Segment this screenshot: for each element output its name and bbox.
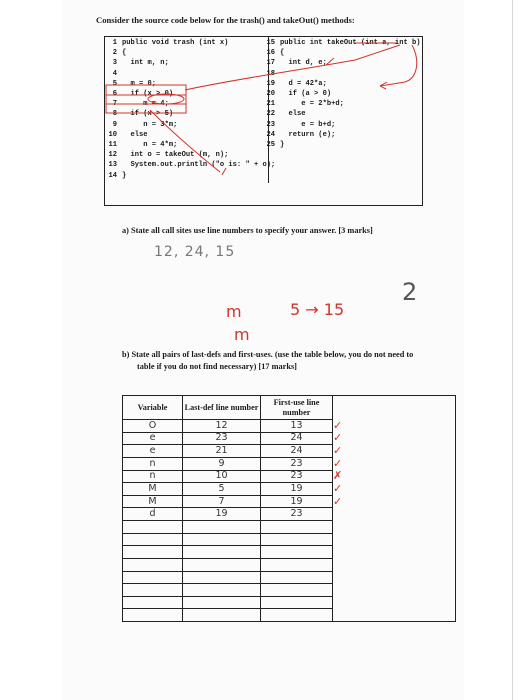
table-cell-first-use [261,533,333,546]
code-line-text: } [122,171,127,180]
table-cell-last-def: 19 [183,508,261,521]
code-line-text: int o = takeOut (m, n); [122,151,229,160]
table-row [123,445,456,458]
code-line-number: 21 [266,100,275,109]
table-cell-mark: ✗ [333,469,343,483]
code-line-number: 15 [266,39,275,47]
table-cell-first-use [261,596,333,609]
table-row [123,558,456,571]
code-line-text: if (a > 0) [280,90,332,98]
table-cell-last-def [183,558,261,571]
table-cell-last-def: 5 [183,483,261,496]
table-cell-mark: ✓ [333,456,343,470]
highlight-line-5 [106,85,186,95]
scribble-m-1: m [226,302,242,321]
code-line-text: else [122,130,148,139]
table-cell-variable [123,571,183,584]
code-line-number: 16 [266,49,275,58]
table-cell-last-def [183,546,261,559]
code-line-text: return (e); [280,130,336,139]
table-row [123,571,456,584]
code-line-number: 8 [112,110,117,119]
table-cell-first-use: 23 [261,470,333,483]
code-line-text: e = b+d; [280,120,336,129]
table-cell-variable [123,521,183,534]
table-cell-last-def: 9 [183,457,261,470]
code-line-number: 7 [112,100,117,109]
table-row [123,521,456,534]
table-cell-variable [123,533,183,546]
code-line-number: 12 [108,151,117,160]
table-cell-first-use: 23 [261,508,333,521]
code-line-text: m = 4; [122,100,169,109]
table-cell-first-use: 23 [261,457,333,470]
table-row [123,508,456,521]
table-cell-last-def [183,521,261,534]
slash-call-args [222,168,226,175]
table-cell-mark [333,558,456,571]
table-row [123,483,456,496]
table-cell-first-use: 13 [261,420,333,433]
question-a [122,226,373,235]
table-cell-mark [333,609,456,622]
code-line-number: 5 [112,79,117,88]
code-line-number: 2 [112,49,117,58]
table-cell-last-def: 10 [183,470,261,483]
header-variable: Variable [123,396,183,420]
code-line-number: 4 [112,69,117,78]
table-row [123,432,456,445]
code-line-text: System.out.println ("o is: " + o); [122,161,276,170]
scribble-arrow-note: 5 → 15 [290,300,345,319]
table-cell-variable: e [123,445,183,458]
header-last-def: Last-def line number [183,396,261,420]
header-blank [333,396,456,420]
margin-score: 2 [402,278,418,306]
table-cell-variable: M [123,483,183,496]
table-cell-variable: O [123,420,183,433]
arrow-to-takeout [185,45,400,90]
table-cell-first-use [261,558,333,571]
code-line-number: 14 [108,171,117,180]
table-cell-mark: ✓ [333,418,343,432]
table-cell-first-use: 24 [261,445,333,458]
table-cell-mark [333,571,456,584]
code-line-number: 3 [112,59,117,68]
table-cell-mark [333,584,456,597]
table-cell-variable [123,546,183,559]
table-cell-variable: M [123,495,183,508]
code-line-text: n = 4*m; [122,141,178,149]
table-cell-mark [333,533,456,546]
highlight-line-6 [106,95,186,104]
table-cell-variable [123,609,183,622]
table-cell-mark: ✓ [333,431,343,445]
highlight-line-7 [106,104,186,113]
code-line-number: 6 [112,90,117,98]
table-cell-first-use [261,571,333,584]
table-row [123,495,456,508]
table-cell-mark [333,596,456,609]
code-line-number: 25 [266,141,275,149]
table-cell-first-use [261,584,333,597]
table-cell-mark [333,508,456,521]
code-line-number: 11 [108,141,117,149]
answer-a-handwritten: 12, 24, 15 [154,244,236,260]
table-cell-last-def [183,609,261,622]
table-cell-variable: n [123,457,183,470]
defs-uses-table [122,395,456,622]
code-line-text: n = 3*m; [122,120,178,129]
code-line-text: if (x > 5) [122,110,174,119]
table-cell-first-use: 19 [261,483,333,496]
question-b-text-1: State all pairs of last-defs and first-uses. (use the table below, you do not need to [131,350,414,359]
table-row [123,470,456,483]
scribble-m-2: m [234,325,250,344]
table-cell-last-def: 21 [183,445,261,458]
header-first-use: First-use line number [261,396,333,420]
code-line-number: 24 [266,130,275,139]
code-line-text: if (x > 0) [122,90,174,98]
table-row [123,420,456,433]
table-row [123,546,456,559]
table-cell-variable: d [123,508,183,521]
code-line-text: else [280,110,306,119]
code-line-text: int m, n; [122,59,169,68]
table-cell-variable [123,558,183,571]
code-line-number: 9 [112,120,117,129]
code-line-text: int d, e; [280,59,327,68]
table-cell-first-use [261,521,333,534]
code-line-number: 10 [108,130,117,139]
code-line-text: } [280,141,285,149]
question-b [122,350,413,359]
code-line-text: public int takeOut (int a, int b) [280,39,421,47]
table-cell-mark: ✓ [333,494,343,508]
table-row [123,457,456,470]
code-line-number: 13 [108,161,117,170]
code-line-text: m = 0; [122,79,157,88]
table-cell-first-use [261,546,333,559]
question-b-label: b) [122,350,130,359]
table-cell-mark: ✓ [333,444,343,458]
table-cell-last-def: 12 [183,420,261,433]
table-row [123,609,456,622]
question-a-label: a) [122,226,129,235]
code-line-text: public void trash (int x) [122,39,229,47]
table-row [123,584,456,597]
code-line-number: 22 [266,110,275,119]
code-line-number: 19 [266,79,275,88]
code-line-text: d = 42*a; [280,79,327,88]
arrow-to-call-site [150,110,220,172]
table-cell-last-def: 23 [183,432,261,445]
table-cell-mark [333,521,456,534]
table-cell-variable [123,584,183,597]
table-cell-mark [333,546,456,559]
arrow-to-line-19 [380,45,417,86]
code-line-number: 18 [266,69,275,78]
code-line-text: e = 2*b+d; [280,100,344,109]
table-cell-variable: e [123,432,183,445]
table-cell-first-use [261,609,333,622]
question-a-text: State all call sites use line numbers to specify your answer. [3 marks] [131,226,373,235]
question-b-text-2: table if you do not find necessary) [17 marks] [137,362,297,371]
code-line-number: 17 [266,59,275,68]
table-row [123,533,456,546]
table-cell-last-def: 7 [183,495,261,508]
code-line-number: 20 [266,90,275,98]
code-line-text: { [280,49,285,58]
table-cell-last-def [183,533,261,546]
table-cell-last-def [183,584,261,597]
table-cell-variable: n [123,470,183,483]
code-line-number: 1 [112,39,117,47]
table-cell-variable [123,596,183,609]
code-line-number: 23 [266,120,275,129]
table-cell-last-def [183,596,261,609]
table-cell-first-use: 19 [261,495,333,508]
question-intro: Consider the source code below for the trash() and takeOut() methods: [96,15,355,25]
table-cell-mark: ✓ [333,481,343,495]
table-cell-last-def [183,571,261,584]
table-row [123,596,456,609]
table-cell-first-use: 24 [261,432,333,445]
code-line-text: { [122,49,127,58]
